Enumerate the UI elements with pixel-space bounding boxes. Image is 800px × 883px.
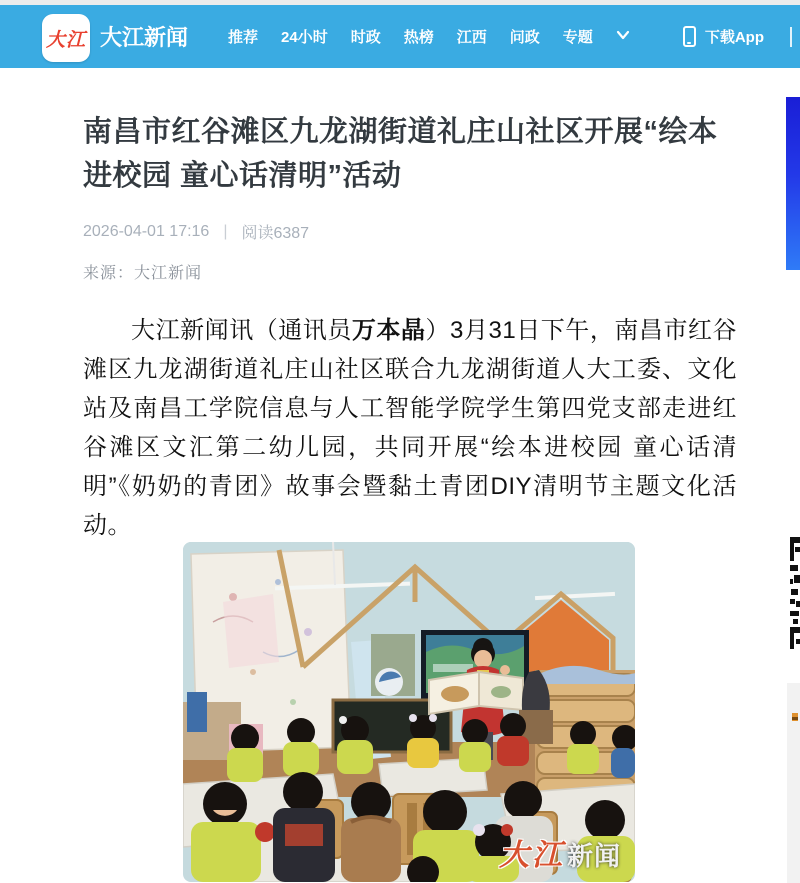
sidebar-thumb-fragment-2	[792, 717, 798, 720]
body-text-rest: ）3月31日下午，南昌市红谷滩区九龙湖街道礼庄山社区联合九龙湖街道人大工委、文化站及南昌工学院信息与人工智能学院学生第四党支部走进红谷滩区文汇第二幼儿园，共同开展“绘本进校园 童心话清明”《奶奶的青团》故事会暨黏土青团DIY清明节主题文化活动。	[83, 317, 738, 539]
main-nav	[228, 5, 630, 68]
nav-item-jiangxi[interactable]: 江西	[456, 29, 487, 46]
article-meta	[83, 220, 737, 243]
article-body	[83, 311, 737, 545]
download-app-button[interactable]	[683, 5, 764, 68]
article-main	[83, 110, 737, 545]
article-title: 南昌市红谷滩区九龙湖街道礼庄山社区开展“绘本进校园 童心话清明”活动	[83, 116, 718, 192]
source-value: 大江新闻	[134, 265, 203, 282]
chevron-down-icon[interactable]	[616, 28, 630, 46]
article-source	[83, 260, 737, 283]
watermark-brand: 大江	[498, 839, 565, 872]
site-logo[interactable]: 大江	[42, 14, 90, 62]
nav-item-24h[interactable]: 24小时	[281, 29, 328, 46]
meta-divider: |	[223, 222, 228, 240]
toy-slide	[187, 692, 207, 732]
photo-watermark	[499, 830, 621, 874]
nav-item-hotlist[interactable]: 热榜	[403, 29, 434, 46]
read-count: 阅读6387	[241, 225, 310, 242]
article-photo	[183, 542, 635, 882]
qr-code	[788, 535, 800, 651]
publish-time: 2026-04-01 17:16	[83, 222, 210, 240]
correspondent-name: 万本晶	[351, 317, 426, 344]
sidebar-related-panel	[787, 683, 800, 883]
site-title[interactable]: 大江新闻	[100, 25, 189, 50]
header-divider	[790, 27, 792, 47]
body-text-lead: 大江新闻讯（通讯员	[131, 317, 352, 344]
sidebar-ad-banner[interactable]	[786, 97, 800, 270]
download-app-label: 下载App	[704, 29, 764, 46]
source-label: 来源：	[83, 265, 135, 282]
nav-item-inquiry[interactable]: 问政	[509, 29, 540, 46]
nav-item-recommend[interactable]: 推荐	[228, 29, 259, 46]
watermark-suffix: 新闻	[566, 841, 621, 871]
phone-icon	[683, 26, 696, 47]
site-header	[0, 5, 800, 68]
nav-item-politics[interactable]: 时政	[350, 29, 381, 46]
nav-item-topics[interactable]: 专题	[562, 29, 593, 46]
